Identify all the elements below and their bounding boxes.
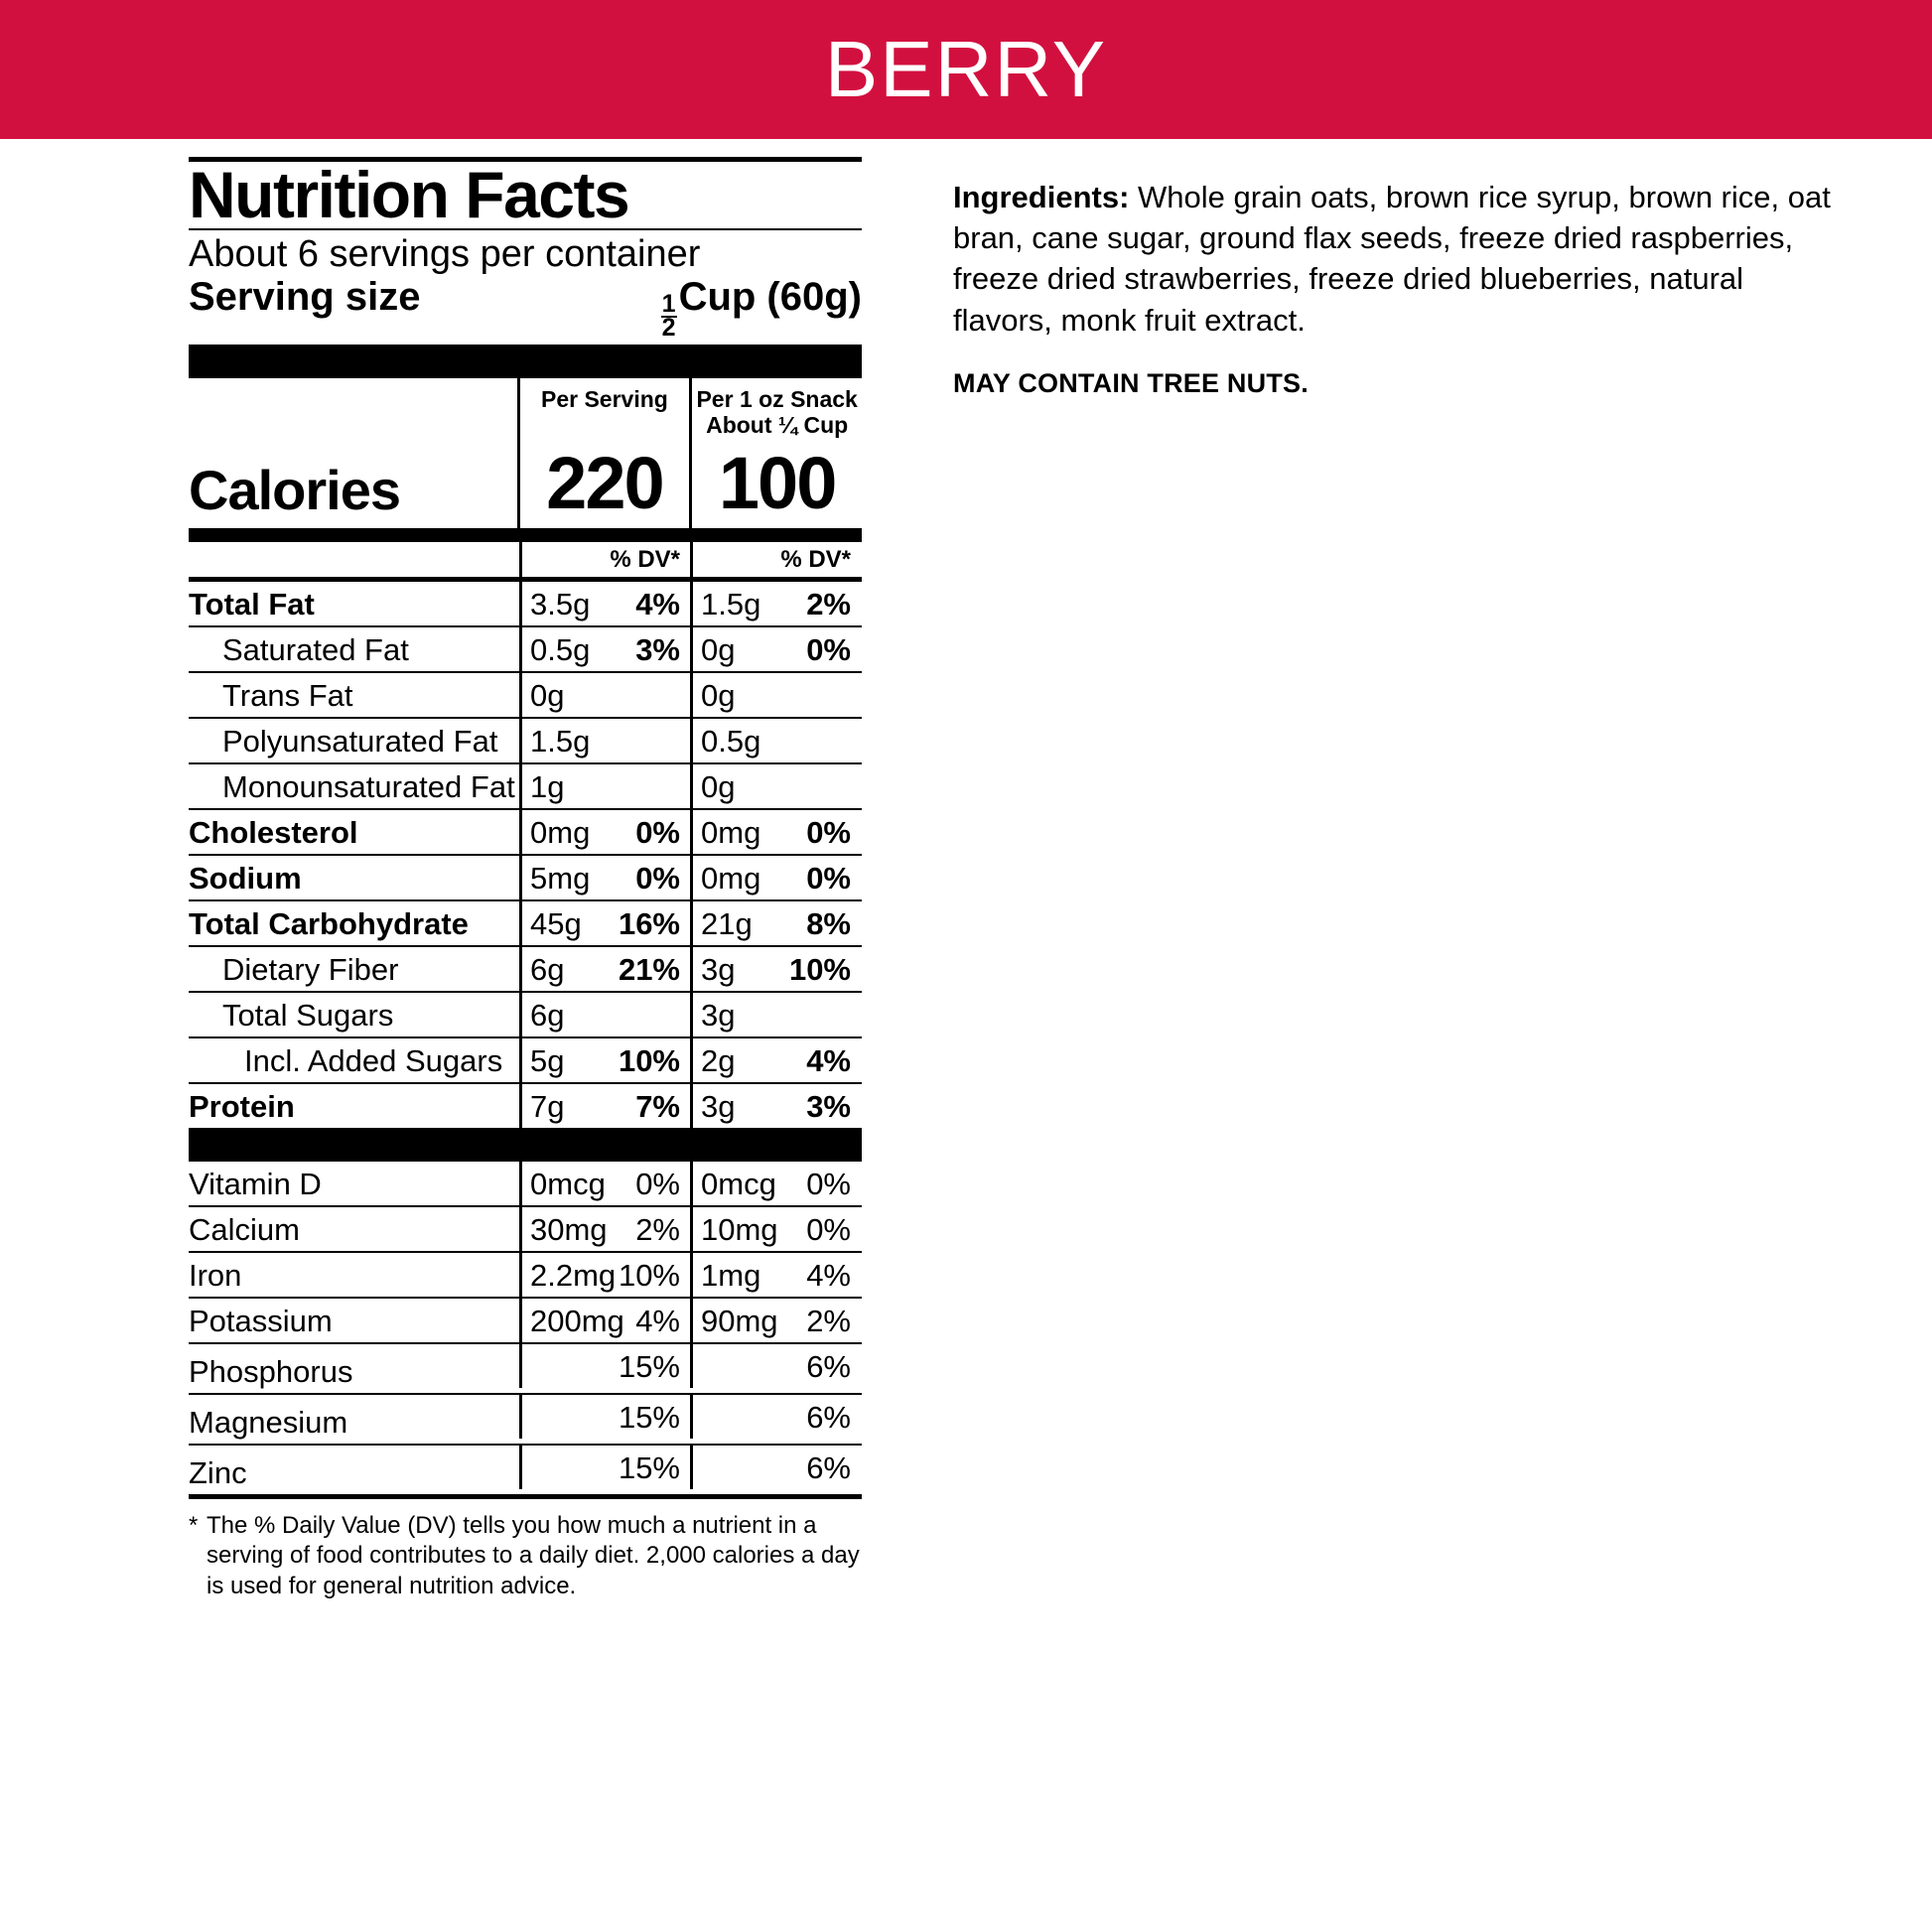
vitamin-value-per-serving — [519, 1344, 690, 1388]
nutrient-row — [189, 717, 862, 762]
calories-label: Calories — [189, 458, 400, 521]
vitamin-amount: 10mg — [701, 1211, 778, 1247]
nutrient-amount: 5mg — [530, 860, 591, 896]
vitamin-daily-value: 4% — [806, 1257, 851, 1293]
vitamin-row — [189, 1251, 862, 1297]
flavor-banner — [0, 0, 1932, 139]
nutrient-amount: 0mg — [530, 814, 591, 850]
vitamin-daily-value: 0% — [635, 1166, 680, 1201]
nutrient-amount: 0.5g — [530, 631, 591, 667]
vitamin-value-per-oz — [690, 1299, 861, 1342]
page-content — [0, 139, 1932, 1602]
footnote-marker: * — [189, 1511, 199, 1539]
nutrient-daily-value: 10% — [788, 951, 851, 987]
serving-size-row — [189, 275, 862, 345]
nutrient-amount: 0g — [701, 677, 736, 713]
vitamin-row — [189, 1297, 862, 1342]
nutrient-value-per-serving — [519, 901, 690, 945]
nutrient-value-per-oz — [690, 582, 861, 625]
nutrient-value-per-serving — [519, 856, 690, 899]
nutrient-value-per-serving — [519, 810, 690, 854]
nutrient-row — [189, 577, 862, 625]
vitamin-daily-value: 15% — [618, 1399, 680, 1435]
nutrient-daily-value: 3% — [635, 631, 680, 667]
nutrient-value-per-oz — [690, 1084, 861, 1128]
nutrient-name: Monounsaturated Fat — [222, 768, 515, 804]
thick-divider-mid — [189, 1128, 862, 1162]
nutrient-name: Total Carbohydrate — [189, 905, 469, 941]
nutrient-amount: 0g — [701, 768, 736, 804]
nutrient-amount: 6g — [530, 997, 565, 1033]
nutrient-amount: 5g — [530, 1042, 565, 1078]
column-headers — [189, 378, 862, 447]
nutrient-value-per-serving — [519, 1038, 690, 1082]
vitamin-daily-value: 15% — [618, 1348, 680, 1384]
nutrient-value-per-serving — [519, 1084, 690, 1128]
thick-divider-top — [189, 345, 862, 378]
serving-size-fraction: $\frac{1}{2}$ — [661, 290, 676, 342]
nutrient-amount: 3g — [701, 1088, 736, 1124]
nutrient-value-per-serving — [519, 993, 690, 1036]
nutrient-name: Total Fat — [189, 586, 315, 621]
nutrient-daily-value: 4% — [635, 586, 680, 621]
vitamin-row — [189, 1162, 862, 1205]
nutrient-value-per-serving — [519, 582, 690, 625]
nutrient-amount: 1g — [530, 768, 565, 804]
nutrient-daily-value: 7% — [635, 1088, 680, 1124]
dv-header-per-oz: % DV* — [690, 542, 861, 577]
vitamin-name: Iron — [189, 1257, 242, 1293]
nutrient-daily-value: 10% — [618, 1042, 680, 1078]
vitamin-daily-value: 6% — [806, 1399, 851, 1435]
nutrient-amount: 1.5g — [701, 586, 761, 621]
nutrient-row — [189, 1036, 862, 1082]
nutrient-daily-value: 21% — [618, 951, 680, 987]
nutrient-amount: 3g — [701, 951, 736, 987]
vitamin-daily-value: 2% — [635, 1211, 680, 1247]
nutrient-value-per-oz — [690, 627, 861, 671]
vitamin-amount: 0mcg — [530, 1166, 606, 1201]
nutrient-daily-value: 2% — [806, 586, 851, 621]
serving-size-value — [661, 275, 862, 342]
nutrient-value-per-serving — [519, 627, 690, 671]
nutrient-value-per-oz — [690, 719, 861, 762]
nutrient-amount: 0g — [530, 677, 565, 713]
vitamin-value-per-oz — [690, 1395, 861, 1439]
vitamin-name: Zinc — [189, 1454, 247, 1490]
vitamin-amount: 30mg — [530, 1211, 608, 1247]
daily-value-header-row — [189, 542, 862, 577]
vitamin-amount: 90mg — [701, 1303, 778, 1338]
nutrition-facts-title: Nutrition Facts — [189, 158, 629, 231]
nutrient-value-per-oz — [690, 673, 861, 717]
nutrient-row — [189, 991, 862, 1036]
nutrient-rows — [189, 577, 862, 1128]
vitamin-daily-value: 6% — [806, 1449, 851, 1485]
nutrient-amount: 3g — [701, 997, 736, 1033]
vitamin-daily-value: 0% — [806, 1211, 851, 1247]
allergen-statement: MAY CONTAIN TREE NUTS. — [953, 367, 1309, 398]
vitamin-daily-value: 15% — [618, 1449, 680, 1485]
calories-value-per-serving: 220 — [517, 447, 690, 528]
nutrient-value-per-oz — [690, 901, 861, 945]
vitamin-value-per-serving — [519, 1395, 690, 1439]
nutrient-amount: 7g — [530, 1088, 565, 1124]
nutrient-daily-value: 0% — [806, 814, 851, 850]
calories-row — [189, 441, 862, 528]
nutrient-amount: 45g — [530, 905, 582, 941]
nutrient-name: Dietary Fiber — [222, 951, 399, 987]
nutrient-amount: 3.5g — [530, 586, 591, 621]
nutrient-amount: 0g — [701, 631, 736, 667]
vitamin-amount: 200mg — [530, 1303, 624, 1338]
nutrient-row — [189, 671, 862, 717]
vitamin-name: Calcium — [189, 1211, 300, 1247]
vitamin-row — [189, 1205, 862, 1251]
nutrient-amount: 1.5g — [530, 723, 591, 759]
nutrient-amount: 0mg — [701, 814, 761, 850]
vitamin-value-per-oz — [690, 1253, 861, 1297]
vitamin-daily-value: 10% — [618, 1257, 680, 1293]
nutrient-value-per-oz — [690, 810, 861, 854]
nutrient-amount: 21g — [701, 905, 753, 941]
nutrient-daily-value: 0% — [635, 814, 680, 850]
nutrient-value-per-serving — [519, 719, 690, 762]
nutrient-name: Cholesterol — [189, 814, 358, 850]
nutrient-row — [189, 808, 862, 854]
nutrient-row — [189, 1082, 862, 1128]
ingredients-label: Ingredients: — [953, 180, 1130, 214]
vitamin-name: Phosphorus — [189, 1353, 353, 1389]
dv-header-per-serving: % DV* — [519, 542, 690, 577]
vitamin-amount: 1mg — [701, 1257, 761, 1293]
column-header-per-oz: Per 1 oz Snack About ¼ Cup — [689, 378, 862, 447]
serving-size-label: Serving size — [189, 275, 421, 320]
vitamin-value-per-serving — [519, 1253, 690, 1297]
nutrient-value-per-serving — [519, 947, 690, 991]
nutrient-row — [189, 899, 862, 945]
vitamin-amount: 2.2mg — [530, 1257, 617, 1293]
nutrient-amount: 0mg — [701, 860, 761, 896]
vitamin-name: Potassium — [189, 1303, 333, 1338]
nutrient-daily-value: 8% — [806, 905, 851, 941]
nutrient-value-per-oz — [690, 993, 861, 1036]
nutrient-daily-value: 0% — [806, 631, 851, 667]
vitamin-daily-value: 0% — [806, 1166, 851, 1201]
nutrient-amount: 6g — [530, 951, 565, 987]
nutrient-name: Total Sugars — [222, 997, 394, 1033]
nutrient-name: Protein — [189, 1088, 295, 1124]
vitamin-value-per-oz — [690, 1344, 861, 1388]
nutrient-amount: 2g — [701, 1042, 736, 1078]
nutrient-name: Trans Fat — [222, 677, 353, 713]
vitamin-daily-value: 4% — [635, 1303, 680, 1338]
nutrition-facts-panel — [189, 157, 874, 1602]
vitamin-value-per-serving — [519, 1162, 690, 1205]
vitamin-row — [189, 1444, 862, 1494]
nutrient-name: Saturated Fat — [222, 631, 409, 667]
vitamin-name: Magnesium — [189, 1404, 348, 1440]
vitamin-daily-value: 6% — [806, 1348, 851, 1384]
nutrient-amount: 0.5g — [701, 723, 761, 759]
servings-per-container: About 6 servings per container — [189, 233, 701, 276]
vitamin-row — [189, 1393, 862, 1444]
flavor-banner-title: BERRY — [824, 25, 1108, 113]
vitamin-name: Vitamin D — [189, 1166, 322, 1201]
nutrient-name: Sodium — [189, 860, 302, 896]
nutrient-name: Incl. Added Sugars — [244, 1042, 503, 1078]
nutrient-daily-value: 3% — [806, 1088, 851, 1124]
nutrient-value-per-oz — [690, 856, 861, 899]
serving-size-unit: Cup (60g) — [678, 275, 862, 320]
nutrient-daily-value: 4% — [806, 1042, 851, 1078]
nutrient-row — [189, 762, 862, 808]
nutrient-value-per-oz — [690, 764, 861, 808]
vitamin-row — [189, 1342, 862, 1393]
nutrient-value-per-serving — [519, 673, 690, 717]
daily-value-footnote — [189, 1499, 862, 1602]
footnote-text: The % Daily Value (DV) tells you how much a nutrient in a serving of food contributes to a daily diet. 2,000 calories a day is used for general nutrition advice. — [207, 1511, 860, 1600]
nutrient-name: Polyunsaturated Fat — [222, 723, 498, 759]
vitamin-rows — [189, 1162, 862, 1494]
vitamin-daily-value: 2% — [806, 1303, 851, 1338]
calories-value-per-oz: 100 — [689, 447, 862, 528]
nutrient-row — [189, 945, 862, 991]
vitamin-value-per-oz — [690, 1207, 861, 1251]
vitamin-value-per-oz — [690, 1162, 861, 1205]
nutrient-row — [189, 625, 862, 671]
vitamin-value-per-serving — [519, 1446, 690, 1489]
ingredients-panel — [953, 177, 1847, 1602]
vitamin-value-per-oz — [690, 1446, 861, 1489]
ingredients-text: Whole grain oats, brown rice syrup, brown rice, oat bran, cane sugar, ground flax seeds, freeze dried raspberries, freeze dried strawberries, freeze dried blueberries, natural flavors, monk fruit extract. — [953, 180, 1831, 338]
vitamin-amount: 0mcg — [701, 1166, 776, 1201]
nutrient-daily-value: 16% — [618, 905, 680, 941]
nutrient-value-per-oz — [690, 1038, 861, 1082]
nutrient-daily-value: 0% — [635, 860, 680, 896]
column-header-per-serving: Per Serving — [517, 378, 690, 447]
nutrient-daily-value: 0% — [806, 860, 851, 896]
nutrient-value-per-serving — [519, 764, 690, 808]
ingredients-paragraph — [953, 177, 1847, 341]
vitamin-value-per-serving — [519, 1299, 690, 1342]
nutrient-value-per-oz — [690, 947, 861, 991]
nutrient-row — [189, 854, 862, 899]
vitamin-value-per-serving — [519, 1207, 690, 1251]
